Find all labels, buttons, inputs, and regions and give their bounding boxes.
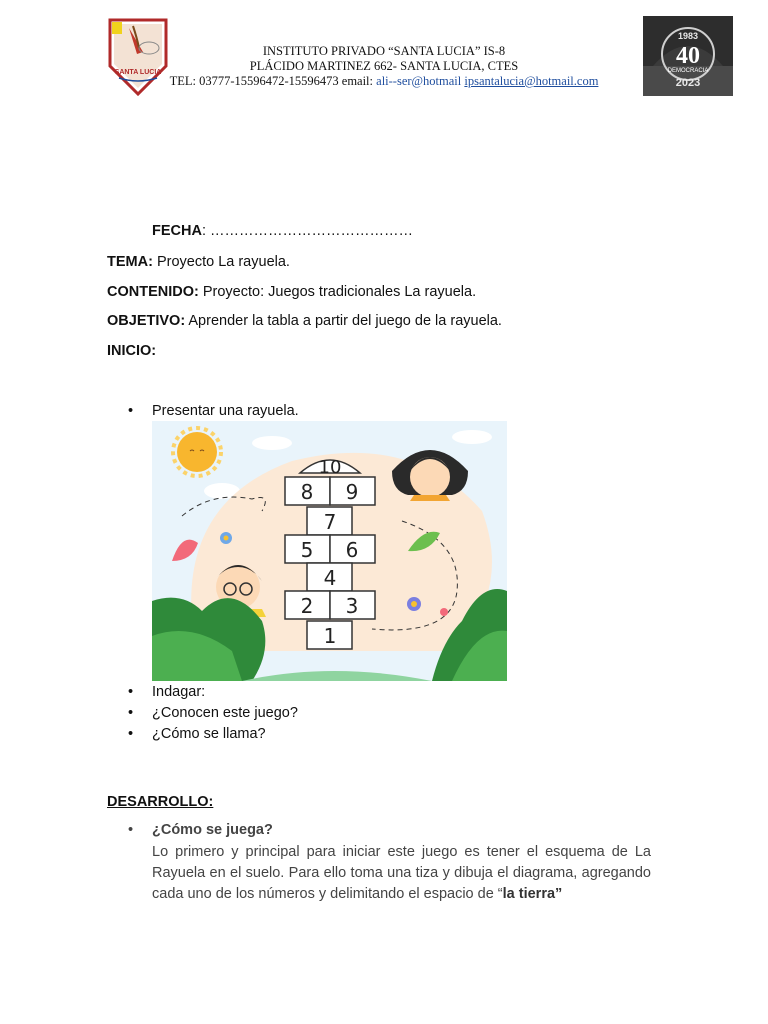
email-2-link[interactable]: ipsantalucia@hotmail.com <box>464 74 599 88</box>
contenido-label: CONTENIDO: <box>107 284 199 300</box>
fecha-line <box>152 223 413 239</box>
contenido-value: Proyecto: Juegos tradicionales La rayuela. <box>198 284 477 300</box>
school-header <box>150 44 618 89</box>
email-1[interactable]: ali--ser@hotmail <box>376 74 462 88</box>
contenido-line <box>107 284 476 300</box>
cell-6: 6 <box>345 538 359 562</box>
objetivo-value: Aprender la tabla a partir del juego de la rayuela. <box>185 313 502 329</box>
phone-text: TEL: 03777-15596472-15596473 email: <box>169 74 377 88</box>
cell-4: 4 <box>323 566 337 590</box>
school-contact <box>150 74 618 89</box>
svg-text:2023: 2023 <box>675 77 701 89</box>
rayuela-illustration <box>152 421 507 681</box>
desarrollo-paragraph: Lo primero y principal para iniciar este juego es tener el esquema de La Rayuela en el suelo. Para ello toma una tiza y dibuja el diagrama, agregando cada uno de los números y delimitando el espacio de “la tierra” <box>152 844 651 902</box>
objetivo-label: OBJETIVO: <box>107 313 186 329</box>
fecha-label: FECHA <box>152 223 202 239</box>
school-name: INSTITUTO PRIVADO “SANTA LUCIA” IS-8 <box>262 44 506 58</box>
cell-10: 10 <box>318 457 342 478</box>
como-se-juega-title: ¿Cómo se juega? <box>152 822 273 838</box>
svg-text:40: 40 <box>676 43 700 69</box>
bullet-marker: • <box>128 822 134 838</box>
svg-text:1983: 1983 <box>677 31 699 41</box>
democracy-anniversary-logo <box>643 16 733 96</box>
cell-5: 5 <box>300 538 314 562</box>
inicio-heading: INICIO: <box>107 343 157 359</box>
school-logo-text: SANTA LUCIA <box>114 69 162 76</box>
cell-1: 1 <box>323 624 337 648</box>
cell-8: 8 <box>300 480 314 504</box>
cell-3: 3 <box>345 594 359 618</box>
fecha-value: : …………………………………… <box>201 223 414 239</box>
cell-7: 7 <box>323 510 337 534</box>
tema-line <box>107 254 290 270</box>
objetivo-line <box>107 313 502 329</box>
cell-2: 2 <box>300 594 314 618</box>
desarrollo-heading: DESARROLLO: <box>107 794 214 810</box>
svg-text:DEMOCRACIA: DEMOCRACIA <box>667 68 709 74</box>
cell-9: 9 <box>345 480 359 504</box>
tema-value: Proyecto La rayuela. <box>152 254 290 270</box>
school-address: PLÁCIDO MARTINEZ 662- SANTA LUCIA, CTES <box>249 59 519 73</box>
tema-label: TEMA: <box>107 254 153 270</box>
